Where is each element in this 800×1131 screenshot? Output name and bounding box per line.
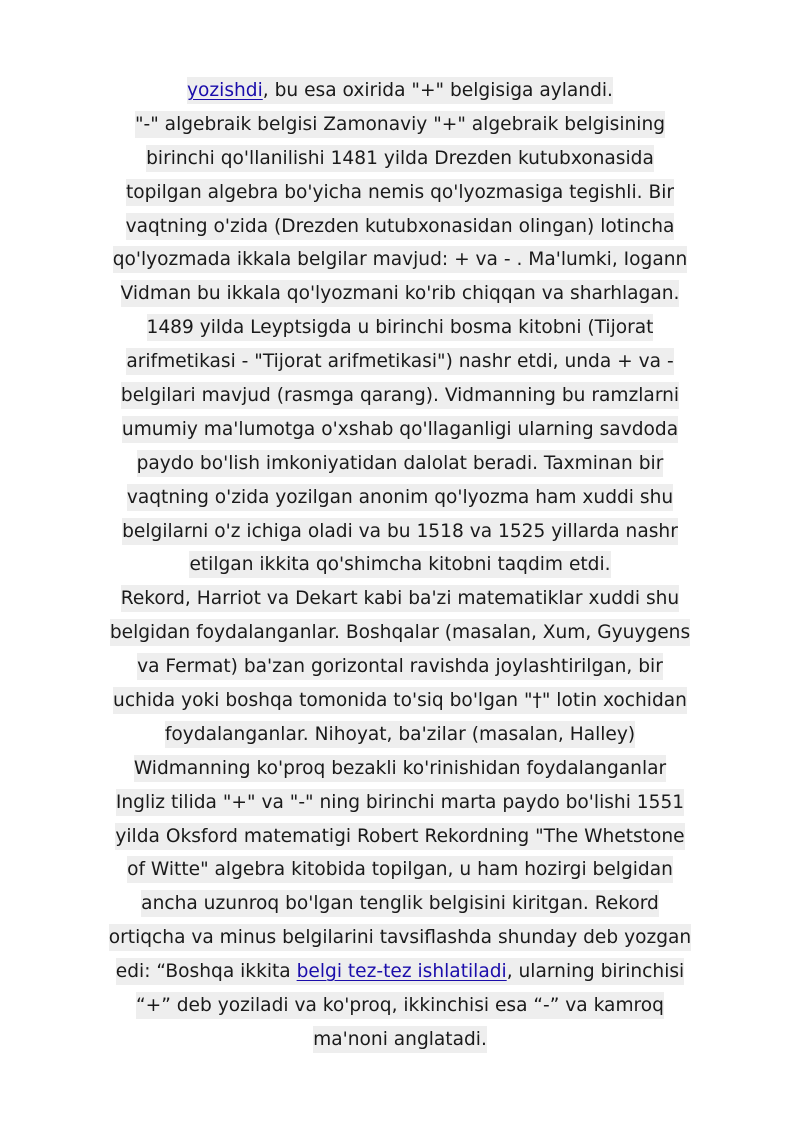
text-line: birinchi qo'llanilishi 1481 yilda Drezden kutubxonasida [0,142,800,176]
text-line: ancha uzunroq bo'lgan tenglik belgisini kiritgan. Rekord [0,887,800,921]
text-line: topilgan algebra bo'yicha nemis qo'lyozmasiga tegishli. Bir [0,176,800,210]
text-line: of Witte" algebra kitobida topilgan, u ham hozirgi belgidan [0,853,800,887]
text-line: Widmanning ko'proq bezakli ko'rinishidan foydalanganlar [0,752,800,786]
text-line: ortiqcha va minus belgilarini tavsiflashda shunday deb yozgan [0,921,800,955]
text-line: arifmetikasi - "Tijorat arifmetikasi") nashr etdi, unda + va - [0,345,800,379]
text-line: foydalanganlar. Nihoyat, ba'zilar (masalan, Halley) [0,718,800,752]
text-line: va Fermat) ba'zan gorizontal ravishda joylashtirilgan, bir [0,650,800,684]
text-line: etilgan ikkita qo'shimcha kitobni taqdim etdi. [0,548,800,582]
text-line: umumiy ma'lumotga o'xshab qo'llaganligi ularning savdoda [0,413,800,447]
link-belgi-tez-tez-ishlatiladi[interactable]: belgi tez-tez ishlatiladi [296,961,507,983]
text-line: uchida yoki boshqa tomonida to'siq bo'lgan "†" lotin xochidan [0,684,800,718]
text-line [0,955,800,989]
text-line: vaqtning o'zida (Drezden kutubxonasidan olingan) lotincha [0,210,800,244]
link-yozishdi[interactable]: yozishdi [187,80,263,101]
text-line: belgilari mavjud (rasmga qarang). Vidmanning bu ramzlarni [0,379,800,413]
line-text: , bu esa oxirida "+" belgisiga aylandi. [262,80,613,101]
text-line: 1489 yilda Leyptsigda u birinchi bosma kitobni (Tijorat [0,311,800,345]
text-line: belgilarni o'z ichiga oladi va bu 1518 va 1525 yillarda nashr [0,515,800,549]
text-line: Vidman bu ikkala qo'lyozmani ko'rib chiqqan va sharhlagan. [0,277,800,311]
text-line: ma'noni anglatadi. [0,1023,800,1057]
text-line: yilda Oksford matematigi Robert Rekordning "The Whetstone [0,820,800,854]
line-text: edi: “Boshqa ikkita [115,961,297,983]
document-body [0,74,800,1057]
text-line: Ingliz tilida "+" va "-" ning birinchi marta paydo bo'lishi 1551 [0,786,800,820]
text-line: “+” deb yoziladi va ko'proq, ikkinchisi esa “-” va kamroq [0,989,800,1023]
text-line: Rekord, Harriot va Dekart kabi ba'zi matematiklar xuddi shu [0,582,800,616]
line-text: , ularning birinchisi [506,961,685,983]
text-line: paydo bo'lish imkoniyatidan dalolat beradi. Taxminan bir [0,447,800,481]
text-line: vaqtning o'zida yozilgan anonim qo'lyozma ham xuddi shu [0,481,800,515]
text-line: qo'lyozmada ikkala belgilar mavjud: + va - . Ma'lumki, Iogann [0,243,800,277]
text-line [0,74,800,108]
text-line: "-" algebraik belgisi Zamonaviy "+" algebraik belgisining [0,108,800,142]
text-line: belgidan foydalanganlar. Boshqalar (masalan, Xum, Gyuygens [0,616,800,650]
